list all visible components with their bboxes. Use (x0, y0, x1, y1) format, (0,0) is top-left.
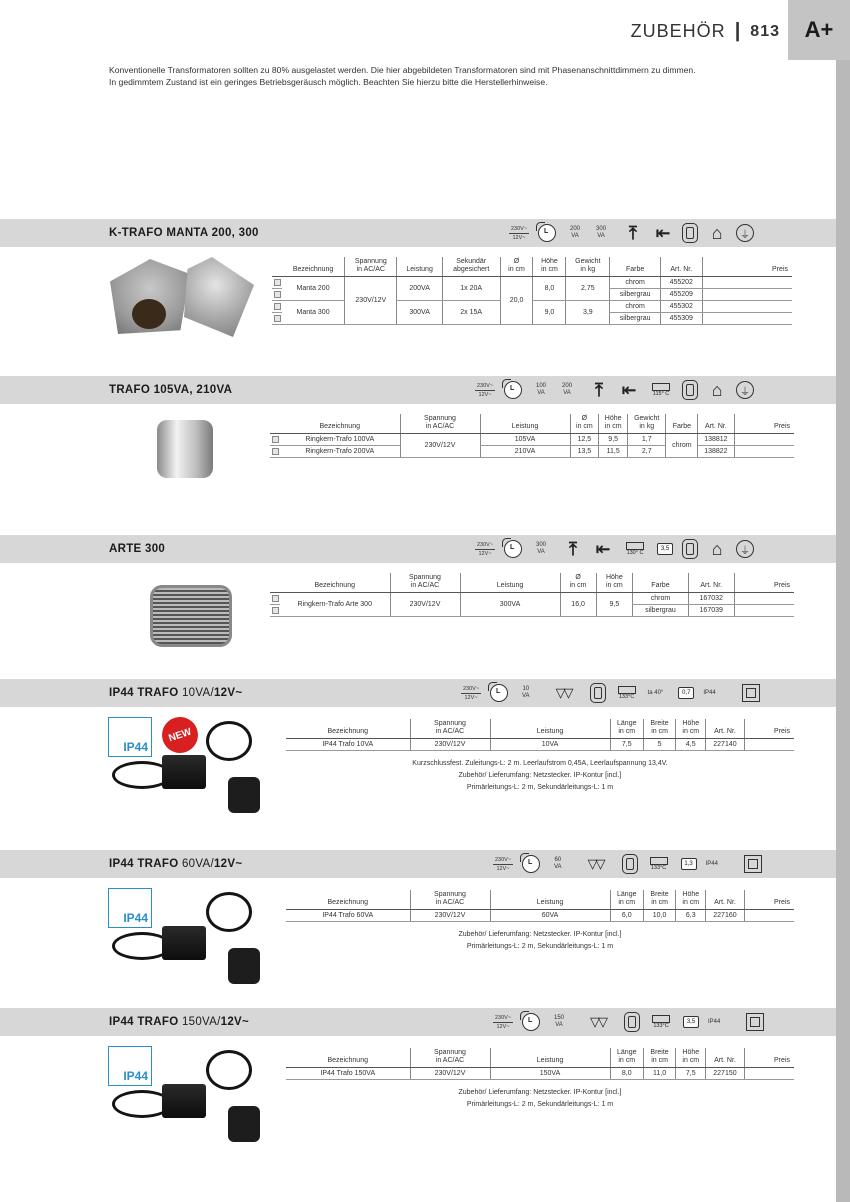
table-row: silbergrau 455209 (272, 289, 792, 301)
weight-icon: 3,5 (656, 538, 674, 560)
select-checkbox[interactable] (272, 607, 279, 614)
ip44-badge: IP44 (108, 717, 152, 757)
voltage-icon: 230V~ 12V~ (494, 856, 512, 872)
table-row: IP44 Trafo 10VA 230V/12V 10VA 7,5 5 4,5 227140 (286, 739, 794, 751)
table-row: Manta 300 300VA 2x 15A 9,0 3,9 chrom 455302 (272, 301, 792, 313)
earth-ground-icon: ⏚ (736, 224, 754, 242)
transformer-icon (624, 1012, 640, 1032)
dimmable-icon (504, 381, 522, 399)
trafo-image (162, 755, 206, 789)
temperature-icon: 115° C (648, 379, 674, 401)
col-farbe: Farbe (610, 257, 661, 277)
voltage-icon: 230V~ 12V~ (462, 685, 480, 701)
col-gewicht: Gewicht in kg (566, 257, 610, 277)
cable-image (206, 721, 252, 761)
col-bezeichnung: Bezeichnung (282, 257, 345, 277)
voltage-icon: 230V~ 12V~ (476, 382, 494, 398)
va-rating-200: 200 VA (562, 383, 573, 396)
spec-table: Bezeichnung Spannung in AC/AC Leistung Länge in cm Breite in cm Höhe in cm Art. Nr. Preis IP44 Trafo 10VA 230V/12V 10VA 7,5 5 4,5 227140 (286, 719, 794, 751)
earth-ground-icon: ⏚ (736, 540, 754, 558)
spec-icons (492, 851, 770, 877)
col-leistung: Leistung (397, 257, 442, 277)
ambient-temperature: ta 40° (647, 690, 664, 696)
arrow-up-icon: ⤒ (569, 538, 577, 559)
col-durchmesser: Ø in cm (500, 257, 533, 277)
plug-image (228, 1106, 260, 1142)
transformer-icon (590, 683, 606, 703)
plug-image (228, 777, 260, 813)
select-checkbox[interactable] (272, 595, 279, 602)
section-title: IP44 TRAFO 10VA/12V~ (109, 687, 243, 699)
section-title: ARTE 300 (109, 543, 166, 555)
transformer-icon (682, 380, 698, 400)
table-row: IP44 Trafo 60VA 230V/12V 60VA 6,0 10,0 6,3 227160 (286, 910, 794, 922)
voltage-icon: 230V~ 12V~ (494, 1014, 512, 1030)
ip-rating: IP44 (708, 1019, 721, 1025)
cable-image (206, 892, 252, 932)
weight-icon: 3,5 (682, 1011, 700, 1033)
transformer-icon (682, 223, 698, 243)
trafo-image (162, 1084, 206, 1118)
arte-300-image (150, 585, 232, 647)
page-header (631, 20, 780, 43)
section-arte-300 (0, 535, 836, 670)
manta-closed-image (184, 257, 254, 337)
temperature-icon: 133°C (614, 682, 640, 704)
product-notes: Zubehör/ Lieferumfang: Netzstecker. IP-Kontur [incl.] Primärleitungs-L: 2 m, Sekundärleitungs-L: 1 m (458, 931, 622, 950)
va-rating-60: 60 VA (554, 857, 562, 870)
table-row: Ringkern-Trafo 200VA 210VA 13,5 11,5 2,7 138822 (270, 446, 794, 458)
va-rating-10: 10 VA (522, 686, 530, 699)
va-rating-300: 300 VA (596, 226, 607, 239)
select-checkbox[interactable] (272, 436, 279, 443)
section-ip44-trafo-150va (0, 1008, 836, 1158)
ip-rating: IP44 (703, 690, 716, 696)
table-row: IP44 Trafo 150VA 230V/12V 150VA 8,0 11,0 7,5 227150 (286, 1068, 794, 1080)
arrow-left-icon: ⇤ (595, 538, 611, 559)
protection-class-icon (746, 1013, 764, 1031)
spec-icons (460, 680, 768, 706)
spec-icons (492, 1009, 772, 1035)
transformer-icon (682, 539, 698, 559)
section-title: K-TRAFO MANTA 200, 300 (109, 227, 259, 239)
temperature-icon: 133°C (648, 1011, 674, 1033)
intro-text (109, 64, 789, 88)
arrow-up-icon: ⤒ (629, 222, 638, 243)
indoor-house-icon: ⌂ (711, 538, 723, 559)
intro-line-1: Konventionelle Transformatoren sollten zu 80% ausgelastet werden. Die hier abgebildeten Transformatoren sind mit Phasenanschnittdimmern zu dimmen. (109, 65, 696, 75)
manta-core-image (132, 299, 166, 329)
section-trafo-105-210 (0, 376, 836, 526)
ip44-badge: IP44 (108, 1046, 152, 1086)
earth-ground-icon: ⏚ (736, 381, 754, 399)
spec-icons (474, 536, 762, 562)
col-spannung: Spannung in AC/AC (345, 257, 397, 277)
transformer-icon (622, 854, 638, 874)
table-row: silbergrau 455309 (272, 313, 792, 325)
spec-table: Bezeichnung Spannung in AC/AC Leistung Ø in cm Höhe in cm Gewicht in kg Farbe Art. Nr. Preis Ringkern-Trafo 100VA 230V/12V 105VA 12,5 9,5 1,7 chrom 138812 Ringkern-Trafo 200VA 210VA 13,5 11,5 2,7 138822 (270, 414, 794, 458)
dimmable-icon (490, 684, 508, 702)
product-notes: Zubehör/ Lieferumfang: Netzstecker. IP-Kontur [incl.] Primärleitungs-L: 2 m, Sekundärleitungs-L: 1 m (458, 1089, 622, 1108)
new-badge: NEW (157, 712, 202, 757)
col-preis: Preis (702, 257, 792, 277)
plug-image (228, 948, 260, 984)
side-strip (836, 60, 850, 1202)
spec-icons (508, 220, 762, 246)
section-title: TRAFO 105VA, 210VA (109, 384, 233, 396)
spec-table: Bezeichnung Spannung in AC/AC Leistung Ø in cm Höhe in cm Farbe Art. Nr. Preis Ringkern-Trafo Arte 300 230V/12V 300VA 16,0 9,5 chrom 167032 silbergrau 167039 (270, 573, 794, 617)
protection-class-icon (742, 684, 760, 702)
temperature-icon: 130° C (622, 538, 648, 560)
weight-icon: 1,3 (680, 853, 698, 875)
select-checkbox[interactable] (274, 315, 281, 322)
va-rating-300: 300 VA (536, 542, 547, 555)
ip44-badge: IP44 (108, 888, 152, 928)
table-row: Ringkern-Trafo Arte 300 230V/12V 300VA 16,0 9,5 chrom 167032 (270, 593, 794, 605)
voltage-icon: 230V~ 12V~ (510, 225, 528, 241)
table-row: silbergrau 167039 (270, 605, 794, 617)
spec-icons (474, 377, 762, 403)
indoor-house-icon: ⌂ (711, 222, 723, 243)
ringkern-trafo-image (157, 420, 213, 478)
mounting-class-icon: ▽▽ (590, 1014, 607, 1029)
ip-rating: IP44 (705, 861, 718, 867)
spec-table: Bezeichnung Spannung in AC/AC Leistung Länge in cm Breite in cm Höhe in cm Art. Nr. Preis IP44 Trafo 60VA 230V/12V 60VA 6,0 10,0 6,3 227160 (286, 890, 794, 922)
grade-badge: A+ (788, 0, 850, 60)
header-separator: | (734, 20, 742, 42)
dimmable-icon (522, 1013, 540, 1031)
section-k-trafo-manta (0, 219, 836, 369)
col-hoehe: Höhe in cm (533, 257, 566, 277)
category-title: ZUBEHÖR (630, 21, 726, 41)
dimmable-icon (504, 540, 522, 558)
table-row: Ringkern-Trafo 100VA 230V/12V 105VA 12,5 9,5 1,7 chrom 138812 (270, 434, 794, 446)
arrow-left-icon: ⇤ (621, 379, 637, 400)
weight-icon: 0,7 (677, 682, 695, 704)
table-row: Manta 200 230V/12V 200VA 1x 20A 20,0 8,0 2,75 chrom 455202 (272, 277, 792, 289)
product-notes: Kurzschlussfest. Zuleitungs-L: 2 m. Leerlaufstrom 0,45A, Leerlaufspannung 13,4V. Zubehör/ Lieferumfang: Netzstecker. IP-Kontur [incl.] Primärleitungs-L: 2 m, Sekundärleitungs-L: 1 m (412, 760, 668, 791)
voltage-icon: 230V~ 12V~ (476, 541, 494, 557)
protection-class-icon (744, 855, 762, 873)
va-rating-150: 150 VA (554, 1015, 565, 1028)
mounting-class-icon: ▽▽ (587, 856, 604, 871)
select-checkbox[interactable] (272, 448, 279, 455)
dimmable-icon (522, 855, 540, 873)
spec-table: Bezeichnung Spannung in AC/AC Leistung Länge in cm Breite in cm Höhe in cm Art. Nr. Preis IP44 Trafo 150VA 230V/12V 150VA 8,0 11,0 7,5 227150 (286, 1048, 794, 1080)
dimmable-icon (538, 224, 556, 242)
intro-line-2: In gedimmtem Zustand ist ein geringes Betriebsgeräusch möglich. Beachten Sie hierzu bitte die Herstellerhinweise. (109, 77, 548, 87)
section-title: IP44 TRAFO 60VA/12V~ (109, 858, 243, 870)
va-rating-200: 200 VA (570, 226, 581, 239)
spec-table (272, 257, 792, 325)
cable-image (206, 1050, 252, 1090)
section-ip44-trafo-60va (0, 850, 836, 1000)
page-number: 813 (750, 22, 780, 40)
col-artnr: Art. Nr. (661, 257, 702, 277)
trafo-image (162, 926, 206, 960)
select-checkbox[interactable] (274, 279, 281, 286)
va-rating-100: 100 VA (536, 383, 547, 396)
col-sekundaer: Sekundär abgesichert (442, 257, 500, 277)
section-title: IP44 TRAFO 150VA/12V~ (109, 1016, 250, 1028)
select-checkbox[interactable] (274, 291, 281, 298)
indoor-house-icon: ⌂ (711, 379, 723, 400)
section-ip44-trafo-10va (0, 679, 836, 844)
arrow-up-icon: ⤒ (595, 379, 604, 400)
select-checkbox[interactable] (274, 303, 281, 310)
mounting-class-icon: ▽▽ (555, 685, 572, 700)
temperature-icon: 133°C (646, 853, 672, 875)
arrow-left-icon: ⇤ (655, 222, 671, 243)
